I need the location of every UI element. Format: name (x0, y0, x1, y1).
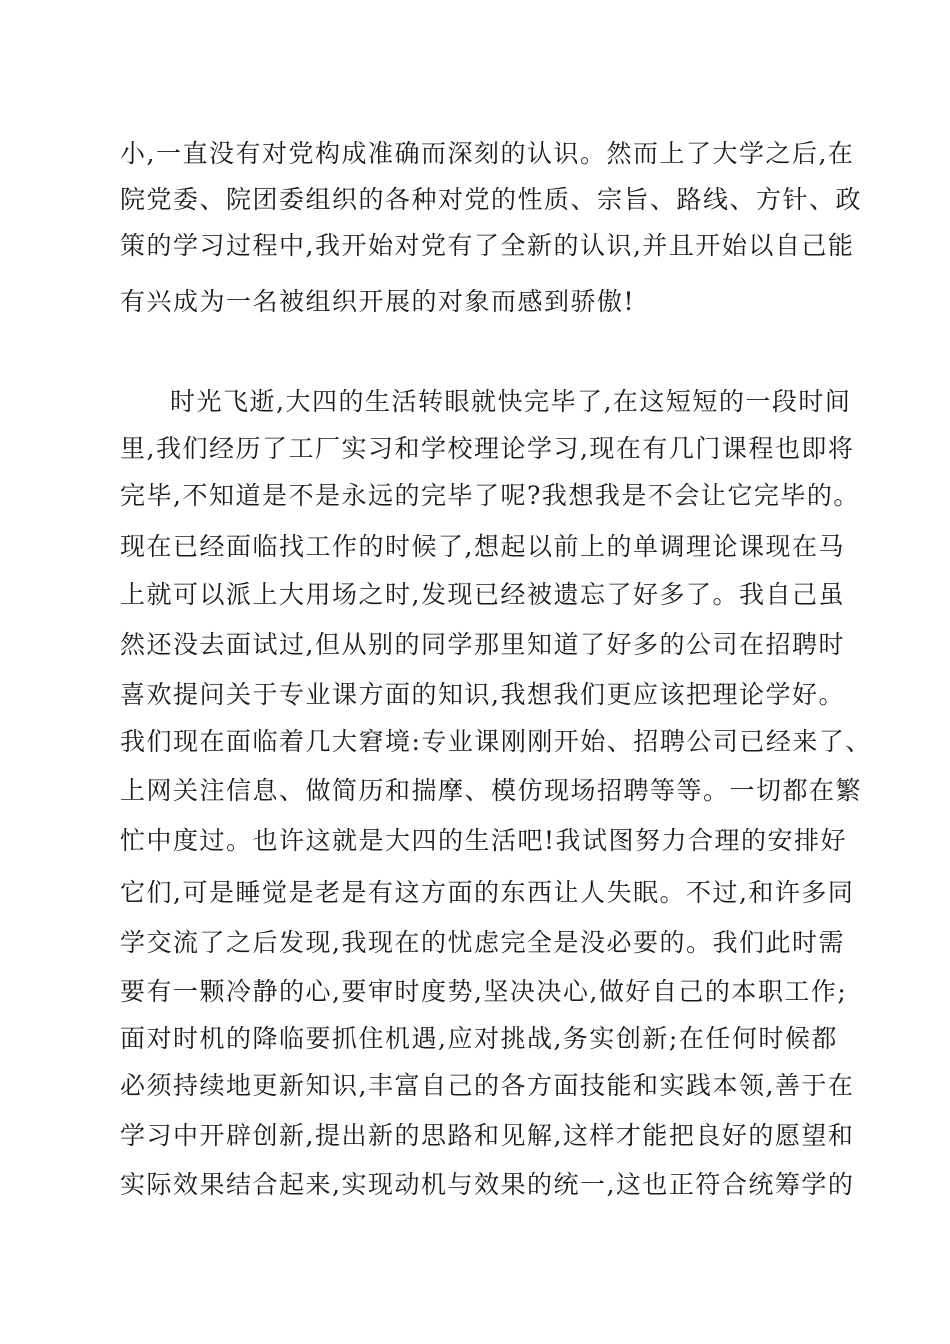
text-line: 上就可以派上大用场之时,发现已经被遗忘了好多了。我自己虽 (120, 580, 845, 609)
text-line: 喜欢提问关于专业课方面的知识,我想我们更应该把理论学好。 (120, 680, 845, 709)
text-line: 实际效果结合起来,实现动机与效果的统一,这也正符合统筹学的 (120, 1170, 855, 1199)
text-line: 学习中开辟创新,提出新的思路和见解,这样才能把良好的愿望和 (120, 1121, 855, 1150)
text-line: 小,一直没有对党构成准确而深刻的认识。然而上了大学之后,在 (120, 139, 855, 168)
text-line: 现在已经面临找工作的时候了,想起以前上的单调理论课现在马 (120, 532, 845, 561)
text-line: 面对时机的降临要抓住机遇,应对挑战,务实创新;在任何时候都 (120, 1024, 838, 1053)
text-line: 然还没去面试过,但从别的同学那里知道了好多的公司在招聘时 (120, 630, 845, 659)
text-line: 它们,可是睡觉是老是有这方面的东西让人失眠。不过,和许多同 (120, 878, 855, 907)
text-line: 里,我们经历了工厂实习和学校理论学习,现在有几门课程也即将 (120, 434, 855, 463)
text-line: 学交流了之后发现,我现在的忧虑完全是没必要的。我们此时需 (120, 928, 845, 957)
text-line: 忙中度过。也许这就是大四的生活吧!我试图努力合理的安排好 (120, 826, 848, 855)
text-line: 院党委、院团委组织的各种对党的性质、宗旨、路线、方针、政 (120, 185, 863, 214)
text-line: 策的学习过程中,我开始对党有了全新的认识,并且开始以自己能 (120, 231, 855, 260)
text-line: 必须持续地更新知识,丰富自己的各方面技能和实践本领,善于在 (120, 1071, 855, 1100)
text-line: 有兴成为一名被组织开展的对象而感到骄傲! (120, 287, 636, 316)
text-line: 完毕,不知道是不是永远的完毕了呢?我想我是不会让它完毕的。 (120, 481, 860, 510)
text-line: 我们现在面临着几大窘境:专业课刚刚开始、招聘公司已经来了、 (120, 727, 872, 756)
text-line: 时光飞逝,大四的生活转眼就快完毕了,在这短短的一段时间 (170, 387, 852, 416)
text-line: 上网关注信息、做简历和揣摩、模仿现场招聘等等。一切都在繁 (120, 776, 863, 805)
text-line: 要有一颗冷静的心,要审时度势,坚决决心,做好自己的本职工作; (120, 977, 848, 1006)
